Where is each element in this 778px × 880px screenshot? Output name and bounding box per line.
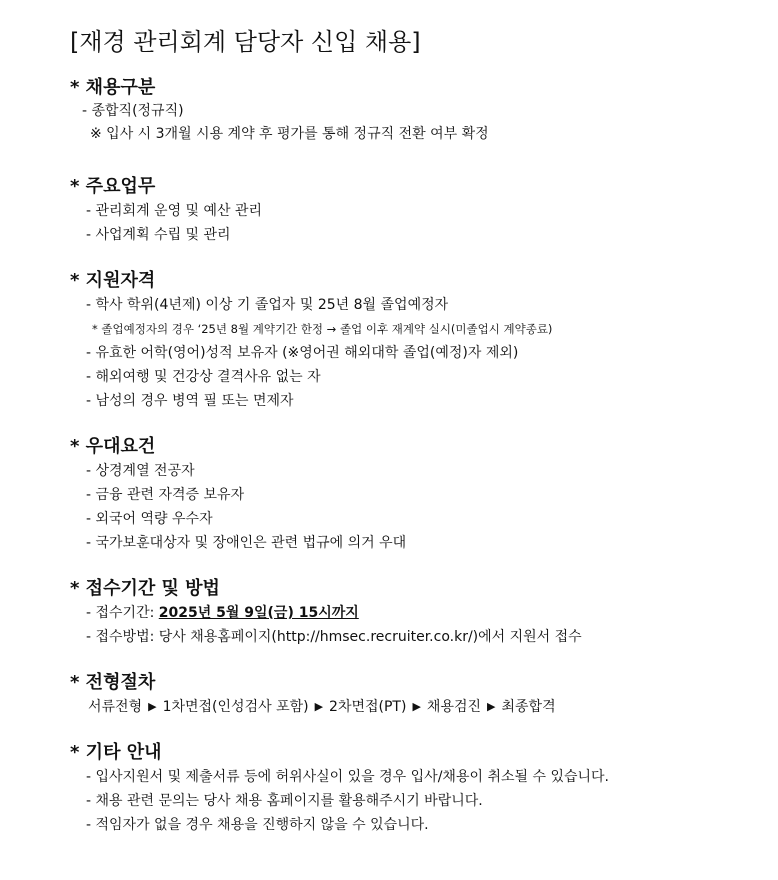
preference-item: - 국가보훈대상자 및 장애인은 관련 법규에 의거 우대 xyxy=(86,535,407,551)
notice-item: - 입사지원서 및 제출서류 등에 허위사실이 있을 경우 입사/채용이 취소될 수 있습니다. xyxy=(86,769,609,785)
process-step: 채용검진 xyxy=(426,699,482,715)
section-heading: * 기타 안내 xyxy=(70,742,162,763)
arrow-right-icon: ▶ xyxy=(314,700,324,713)
qualification-item: - 남성의 경우 병역 필 또는 면제자 xyxy=(86,393,294,409)
qualification-item: - 해외여행 및 건강상 결격사유 없는 자 xyxy=(86,369,321,385)
process-step: 최종합격 xyxy=(501,699,556,715)
notice-item: - 채용 관련 문의는 당사 채용 홈페이지를 활용해주시기 바랍니다. xyxy=(86,793,483,809)
arrow-right-icon: ▶ xyxy=(487,700,496,713)
duty-item: - 사업계획 수립 및 관리 xyxy=(86,227,231,243)
section-heading: * 접수기간 및 방법 xyxy=(70,578,220,599)
qualification-item: - 유효한 어학(영어)성적 보유자 (※영어권 해외대학 졸업(예정)자 제외) xyxy=(86,345,519,361)
arrow-right-icon: ▶ xyxy=(412,700,421,713)
application-period-label: - 접수기간: xyxy=(86,605,159,621)
application-period-line xyxy=(70,601,760,625)
section-heading: * 우대요건 xyxy=(70,436,156,457)
duty-item: - 관리회계 운영 및 예산 관리 xyxy=(86,203,263,219)
employment-type-line: - 종합직(정규직) xyxy=(82,103,184,119)
probation-note: ※ 입사 시 3개월 시용 계약 후 평가를 통해 정규직 전환 여부 확정 xyxy=(90,126,489,142)
process-step: 2차면접(PT) xyxy=(329,699,407,715)
section-application xyxy=(70,577,760,649)
section-duties xyxy=(70,175,760,247)
section-heading: * 주요업무 xyxy=(70,176,156,197)
section-qualifications xyxy=(70,269,760,413)
section-heading: * 채용구분 xyxy=(70,77,156,98)
section-process xyxy=(70,671,760,720)
application-deadline: 2025년 5월 9일(금) 15시까지 xyxy=(158,605,359,621)
notice-item: - 적임자가 없을 경우 채용을 진행하지 않을 수 있습니다. xyxy=(86,817,429,833)
qualification-item: - 학사 학위(4년제) 이상 기 졸업자 및 25년 8월 졸업예정자 xyxy=(86,297,449,313)
section-employment-type xyxy=(70,76,760,146)
preference-item: - 금융 관련 자격증 보유자 xyxy=(86,487,245,503)
process-step: 서류전형 xyxy=(88,699,143,715)
preference-item: - 상경계열 전공자 xyxy=(86,463,195,479)
section-heading: * 전형절차 xyxy=(70,672,156,693)
section-other xyxy=(70,741,760,837)
process-step: 1차면접(인성검사 포함) xyxy=(162,699,309,715)
page-title: [재경 관리회계 담당자 신입 채용] xyxy=(70,28,421,56)
arrow-right-icon: ▶ xyxy=(148,700,157,713)
application-method-line: - 접수방법: 당사 채용홈페이지(http://hmsec.recruiter.co.kr/)에서 지원서 접수 xyxy=(86,629,582,645)
section-preferences xyxy=(70,435,760,555)
preference-item: - 외국어 역량 우수자 xyxy=(86,511,213,527)
section-heading: * 지원자격 xyxy=(70,270,156,291)
qualification-note: * 졸업예정자의 경우 ‘25년 8월 계약기간 한정 → 졸업 이후 재계약 실시(미졸업시 계약종료) xyxy=(92,322,553,336)
process-steps xyxy=(70,695,760,720)
